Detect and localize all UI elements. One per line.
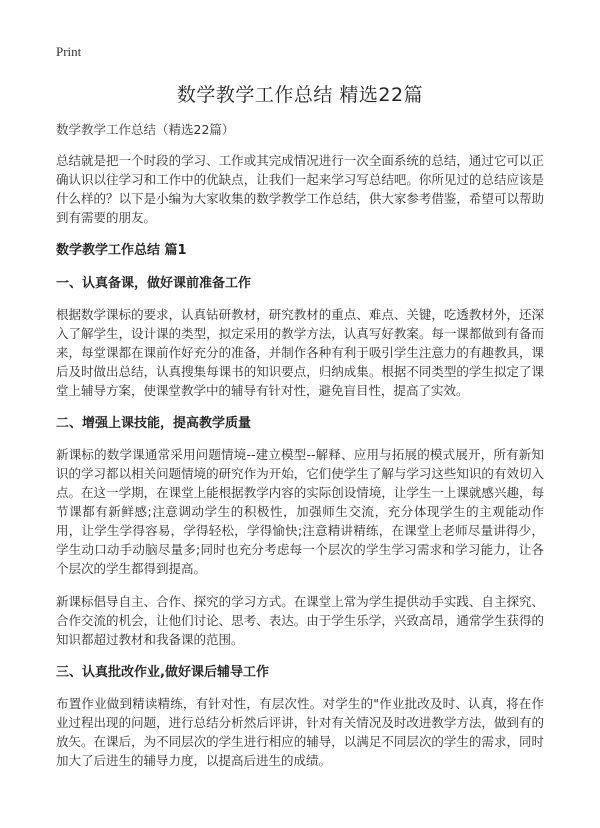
- page-title: 数学教学工作总结 精选22篇: [176, 84, 424, 106]
- part-2-paragraph-2: 新课标倡导自主、合作、探究的学习方式。在课堂上常为学生提供动手实践、自主探究、合作交流的机会，让他们讨论、思考、表达。由于学生乐学，兴致高昂，通常学生获得的知识都超过教材和我备课的范围。: [56, 594, 544, 647]
- part-2-paragraph-1: 新课标的数学课通常采用问题情境--建立模型--解释、应用与拓展的模式展开，所有新知识的学习都以相关问题情境的研究作为开始，它们使学生了解与学习这些知识的有效切入点。在这一学期，在课堂上能根据教学内容的实际创设情境，让学生一上课就感兴趣，每节课都有新鲜感;注意调动学生的积极性，加强师生交流，充分体现学生的主观能动作用，让学生学得容易，学得轻松，学得愉快;注意精讲精练，在课堂上老师尽量讲得少，学生动口动手动脑尽量多;同时也充分考虑每一个层次的学生学习需求和学习能力，让各个层次的学生都得到提高。: [56, 447, 544, 576]
- part-3-heading: 三、认真批改作业,做好课后辅导工作: [56, 665, 269, 680]
- part-1-paragraph-1: 根据数学课标的要求，认真钻研教材，研究教材的重点、难点、关键，吃透教材外，还深入了解学生，设计课的类型，拟定采用的教学方法，认真写好教案。每一课都做到有备而来，每堂课都在课前作好充分的准备，并制作各种有利于吸引学生注意力的有趣教具，课后及时做出总结，认真搜集每课书的知识要点，归纳成集。根据不同类型的学生拟定了课堂上辅导方案，使课堂教学中的辅导有针对性，避免盲目性，提高了实效。: [56, 307, 544, 398]
- part-2-heading: 二、增强上课技能，提高教学质量: [56, 416, 252, 431]
- article-body: [56, 120, 544, 784]
- section-heading: 数学教学工作总结 篇1: [56, 243, 187, 258]
- article-subtitle: 数学教学工作总结（精选22篇）: [56, 122, 235, 137]
- print-link[interactable]: Print: [56, 44, 82, 59]
- part-1-heading: 一、认真备课，做好课前准备工作: [56, 276, 252, 291]
- part-3-paragraph-1: 布置作业做到精读精练，有针对性，有层次性。对学生的"作业批改及时、认真，将在作业过程出现的问题，进行总结分析然后评讲，针对有关情况及时改进教学方法，做到有的放矢。在课后，为不同层次的学生进行相应的辅导，以满足不同层次的学生的需求，同时加大了后进生的辅导力度，以提高后进生的成绩。: [56, 696, 544, 768]
- intro-paragraph: 总结就是把一个时段的学习、工作或其完成情况进行一次全面系统的总结，通过它可以正确认识以往学习和工作中的优缺点，让我们一起来学习写总结吧。你所见过的总结应该是什么样的？以下是小编为大家收集的数学教学工作总结，供大家参考借鉴，希望可以帮助到有需要的朋友。: [56, 153, 544, 225]
